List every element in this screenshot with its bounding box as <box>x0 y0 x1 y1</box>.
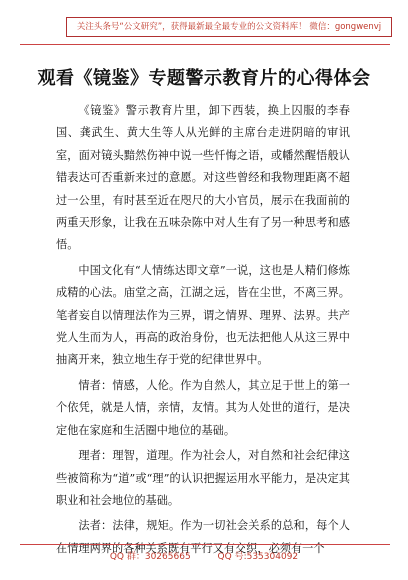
footer <box>0 549 408 562</box>
header-divider <box>20 44 390 45</box>
paragraph-3: 情者：情感，人伦。作为自然人，其立足于世上的第一个依凭，就是人情，亲情，友情。其为人处世的道行，是决定他在家庭和生活圈中地位的基础。 <box>56 378 350 437</box>
paragraph-5: 法者：法律，规矩。作为一切社会关系的总和，每个人在情理两界的各种关系既有平行又有交织，必须有一个 <box>56 519 350 555</box>
document-title: 观看《镜鉴》专题警示教育片的心得体会 <box>37 68 371 89</box>
footer-qq-number: QQ 号:535304092 <box>217 552 299 562</box>
paragraph-4: 理者：理智，道理。作为社会人，对自然和社会纪律这些被简称为“道”或“理”的认识把握运用水平能力，是决定其职业和社会地位的基础。 <box>56 449 350 507</box>
paragraph-2: 中国文化有“人情练达即文章”一说，这也是人精们修炼成精的心法。庙堂之高，江湖之远，皆在尘世，不离三界。笔者妄自以情理法作为三界，谓之情界、理界、法界。共产党人生而为人，再高的政治身份，也无法把他人从这三界中抽离开来，独立地生存于党的纪律世界中。 <box>56 263 350 367</box>
document-body <box>56 100 350 563</box>
header-banner: 关注头条号“公文研究”，获得最新最全最专业的公文资料库！ 微信：gongwenvj <box>66 17 392 37</box>
footer-qq-group: QQ 群：30265665 <box>109 552 191 562</box>
paragraph-1: 《镜鉴》警示教育片里，卸下西装，换上囚服的李春国、龚武生、黄大生等人从光鲜的主席台走进阴暗的审讯室，面对镜头黯然伤神中说一些忏悔之语，或幡然醒悟般认错表达可否重新来过的意愿。对这些曾经和我物理距离不超过一公里，有时甚至近在咫尺的大小官员，展示在我面前的两重天形象，让我在五味杂陈中对人生有了另一种思考和感悟。 <box>56 104 350 252</box>
footer-divider <box>20 544 390 545</box>
